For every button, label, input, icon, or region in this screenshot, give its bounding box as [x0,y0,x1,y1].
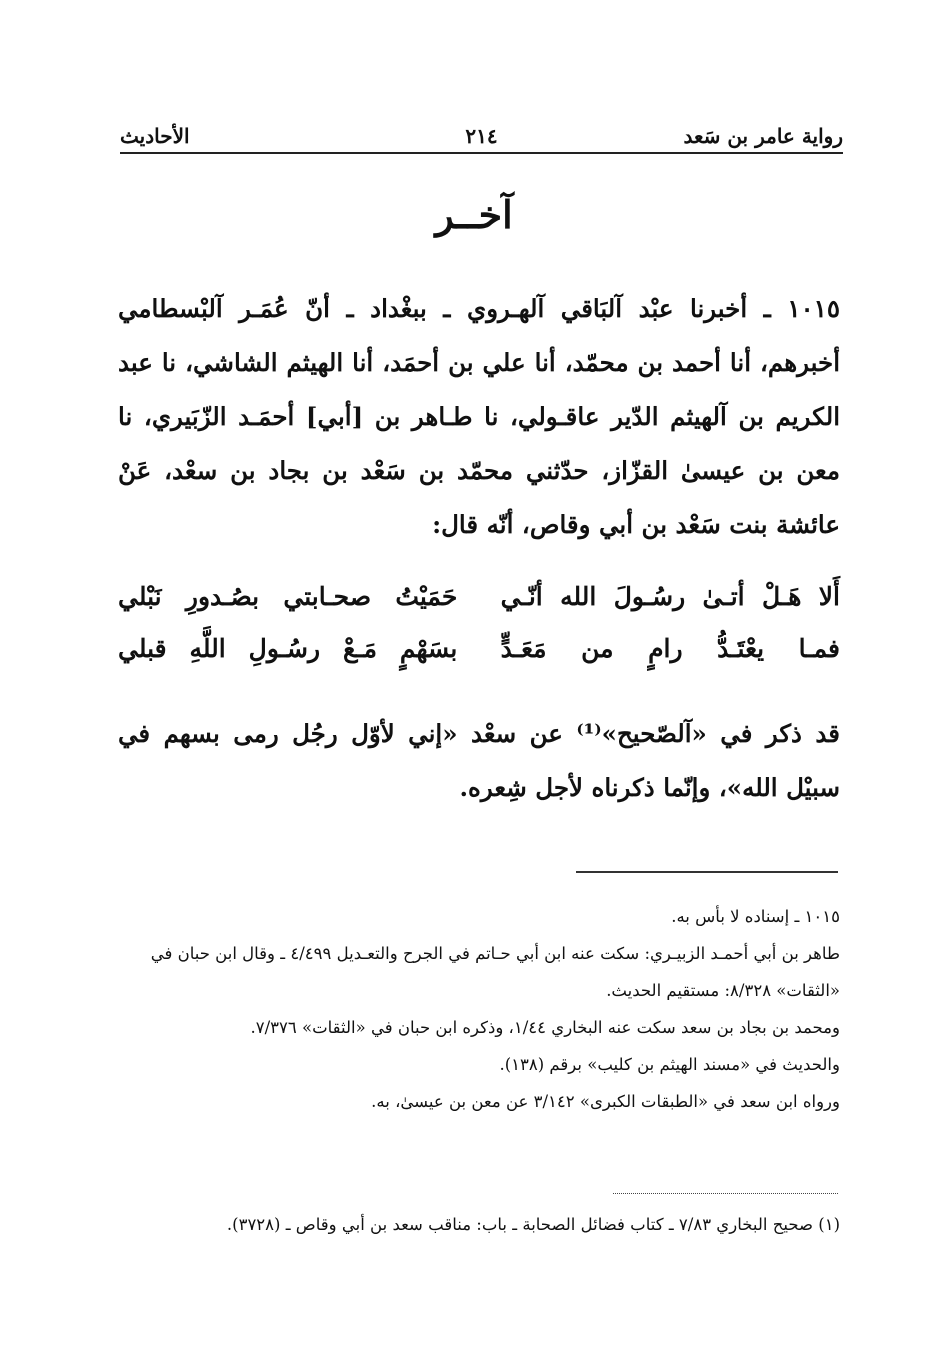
running-header [120,116,843,154]
poem-hemistich-first: أَلا هَـلْ أتـىٰ رسُـولَ الله أنّـي [500,582,840,611]
page-number: ٢١٤ [465,124,498,148]
commentary [118,898,840,1120]
footnote [118,1208,840,1242]
section-title: آخــر [435,192,513,237]
commentary-line: ورواه ابن سعد في «الطبقات الكبرى» ٣/١٤٢ عن معن بن عيسىٰ، به. [371,1092,840,1111]
hadith-text: ١٠١٥ ـ أخبرنا عبْد آلبَاقي آلهـروي ـ ببغْداد ـ أنّ عُمَـر آلبْسطامي أخبرهم، أنا أحمد بن محمّد، أنا علي بن أحمَد، أنا الهيثم الشاشي، نا عبد الكريم بن آلهيثم الدّير عاقـولي، نا طـاهر بن [أبي] أحمَـد الزّبَيري، نا معن بن عيسىٰ القزّاز، حدّثني محمّد بن سَعْد بن بجاد بن سعْد، عَنْ عائشة بنت سَعْد بن أبي وقاص، أنّه قال: [118,294,840,539]
footnote-dotted-separator [613,1193,838,1194]
commentary-line: ومحمد بن بجاد بن سعد سكت عنه البخاري ١/٤٤، وذكره ابن حبان في «الثقات» ٧/٣٧٦. [250,1018,840,1037]
poem-hemistich-second: حَمَيْتُ صحـابتي بصُـدورِ نَبْلي [118,582,458,611]
header-left-title: الأحاديث [120,124,190,148]
commentary-line: ١٠١٥ ـ إسناده لا بأس به. [671,907,840,926]
remark-text: قد ذكر في «آلصّحيح»⁽¹⁾ عن سعْد «إني لأوّل رجُل رمى بسهم في سبيْل الله»، وإنّما ذكرناه لأجل شِعره. [118,719,840,802]
poem-hemistich-first: فمـا يعْتَـدُّ رامٍ من مَعَـدٍّ [500,634,840,663]
header-right-title: رواية عامر بن سَعد [683,124,843,148]
commentary-line: والحديث في «مسند الهيثم بن كليب» برقم (١٣٨). [499,1055,840,1074]
footnote-line: (١) صحيح البخاري ٧/٨٣ ـ كتاب فضائل الصحابة ـ باب: مناقب سعد بن أبي وقاص ـ (٣٧٢٨). [226,1215,840,1234]
poem-verse [118,624,840,676]
poem-verse [118,572,840,624]
commentary-line: طاهر بن أبي أحمـد الزبيـري: سكت عنه ابن أبي حـاتم في الجرح والتعـديل ٤/٤٩٩ ـ وقال ابن حبان في «الثقات» ٨/٣٢٨: مستقيم الحديث. [150,944,840,1000]
poem-hemistich-second: بسَهْمٍ مَـعْ رسُـولِ اللَّهِ قبلي [118,634,458,663]
poem [118,572,840,676]
footnote-separator [576,871,838,873]
